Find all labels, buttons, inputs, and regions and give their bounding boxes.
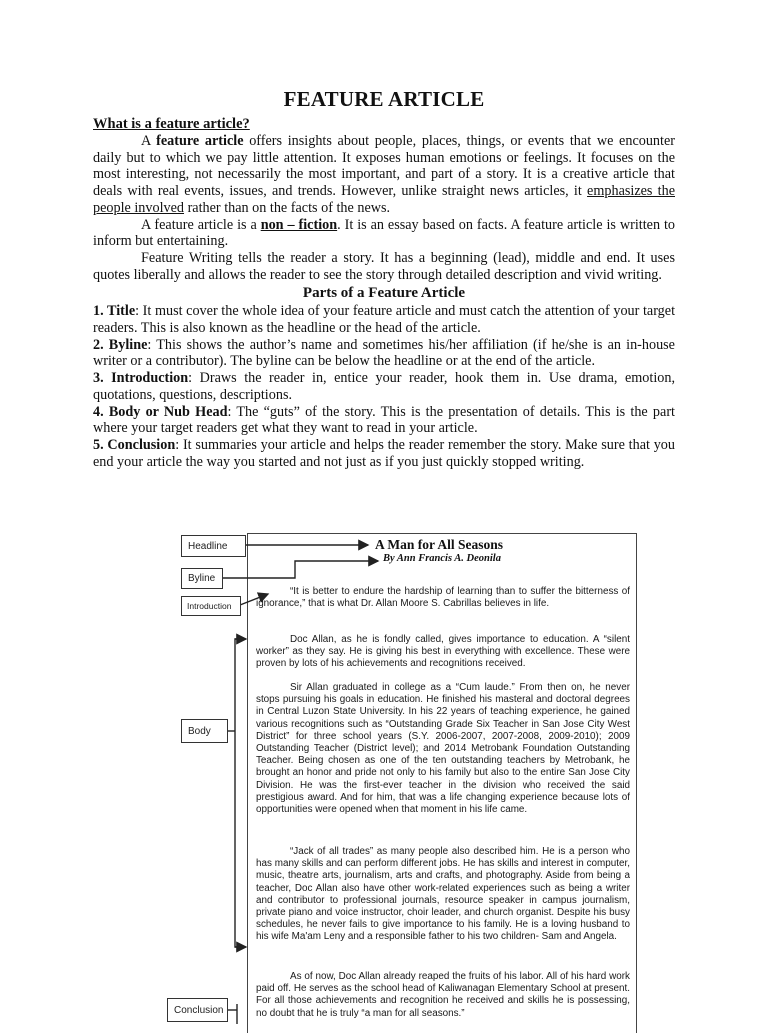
paragraph-nonfiction: A feature article is a non – fiction. It is an essay based on facts. A feature article is written to inform but entertaining. [93,216,676,250]
part-item: 5. Conclusion: It summaries your article and helps the reader remember the story. Make sure that you end your article the way you started and not just as if you just quickly stopped writing. [93,436,675,470]
article-byline: By Ann Francis A. Deonila [383,553,501,564]
parts-heading: Parts of a Feature Article [302,285,466,302]
bold-term: feature article [156,133,244,149]
article-body-paragraph: Sir Allan graduated in college as a “Cum laude.” From then on, he never stops pursuing his goals in education. He finished his masteral and doctoral degrees in Central Luzon State University. In his 22 years of teaching experience, he gained various recognitions such as “Outstanding Grade Six Teacher in San Jose City West District” for three school years (S.Y. 2006-2007, 2007-2008, 2009-2010); 2009 Outstanding Teacher (District level); and 2014 Metrobank Foundation Outstanding Teacher. Being chosen as one of the ten outstanding teachers by Metrobank, he brought an honor and pride not only to his family but also to the entire San Jose City Division. He was the first-ever teacher in the division who received the said prestigious award. And for him, that was a life changing experience because lots of opportunities were opened when that moment in his life came. [256,682,630,816]
label-headline: Headline [181,535,246,557]
underlined-phrase: emphasizes the people involved [93,183,675,216]
article-conclusion: As of now, Doc Allan already reaped the fruits of his labor. All of his hard work paid off. He serves as the school head of Kaliwanagan Elementary School at present. For all those achievements and recognition he received and skills he is possessing, no doubt that he is truly “a man for all seasons.” [256,971,630,1019]
page-title: FEATURE ARTICLE [283,87,485,111]
article-introduction: “It is better to endure the hardship of learning than to suffer the bitterness of ignorance,” that is what Dr. Allan Moore S. Cabrillas believes in life. [256,586,630,610]
part-item: 3. Introduction: Draws the reader in, entice your reader, hook them in. Use drama, emotion, quotations, questions, descriptions. [93,370,676,403]
label-introduction: Introduction [181,596,241,616]
part-item: 2. Byline: This shows the author’s name and sometimes his/her affiliation (if he/she is an in-house writer or a contributor). The byline can be below the headline or at the end of the article. [93,336,675,370]
label-byline: Byline [181,568,223,589]
paragraph-definition: A feature article offers insights about people, places, things, or events that we encounter daily but to which we pay little attention. It exposes human emotions or feelings. It focuses on the most interesting, not necessarily the most important, and part of a story. It is a creative article that deals with real events, issues, and trends. However, unlike straight news articles, it emphasizes the people involved rather than on the facts of the news. [93,133,675,216]
article-headline: A Man for All Seasons [375,537,504,552]
part-item: 1. Title: It must cover the whole idea of your feature article and must catch the attention of your target readers. This is also known as the headline or the head of the article. [93,303,676,337]
label-conclusion: Conclusion [167,998,228,1022]
bold-underlined-term: non – fiction [260,216,338,233]
body-bracket [235,639,243,947]
article-body-paragraph: Doc Allan, as he is fondly called, gives importance to education. A “silent worker” as they say. He is giving his best in everything with excellence. These were proven by lots of his achievements and recognitions received. [256,634,630,670]
part-item: 4. Body or Nub Head: The “guts” of the story. This is the presentation of details. This is the part where your target readers get what they want to read in your article. [93,403,675,437]
byline-arrow [222,561,378,578]
section-heading: What is a feature article? [93,116,250,132]
article-body-paragraph: “Jack of all trades” as many people also described him. He is a person who has many skills and can perform different jobs. He has skills and interest in computer, music, theatre arts, journalism, arts and crafts, and photography. Aside from being a teacher, Doc Allan also have other work-related experiences such as being a writer and contributor to professional journals, resource speaker in campus journalism, private piano and voice instructor, choir leader, and church organist. Despite his busy schedules, he never fails to give importance to his family. He is a loving husband to his wife Ma'am Leny and a responsible father to his two children- Sam and Angela. [256,846,630,943]
paragraph-feature-writing: Feature Writing tells the reader a story. It has a beginning (lead), middle and end. It uses quotes liberally and allows the reader to see the story through detailed description and vivid writing. [93,249,675,283]
label-body: Body [181,719,228,743]
